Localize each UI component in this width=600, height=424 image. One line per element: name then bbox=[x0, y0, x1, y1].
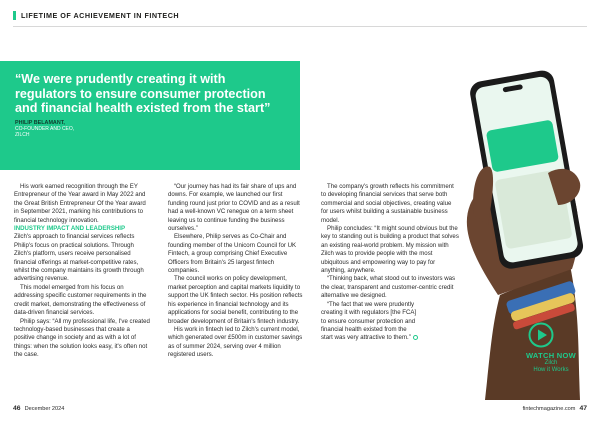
site-name: fintechmagazine.com bbox=[522, 406, 576, 412]
pull-quote-text: “We were prudently creating it with regulators to ensure consumer protection and financial health existed from the start” bbox=[15, 72, 271, 116]
quote-role-line2: ZILCH bbox=[15, 132, 30, 139]
subheading: INDUSTRY IMPACT AND LEADERSHIP bbox=[14, 225, 126, 233]
issue-date: December 2024 bbox=[24, 406, 65, 412]
footer-right bbox=[523, 405, 587, 412]
watch-now-title: WATCH NOW bbox=[525, 351, 577, 360]
section-title: LIFETIME OF ACHIEVEMENT IN FINTECH bbox=[21, 11, 180, 20]
watch-now-link[interactable] bbox=[516, 351, 586, 375]
end-mark-icon bbox=[413, 335, 418, 340]
paragraph: Philip concludes: “It might sound obvious but the key to standing out is building a product that solves an existing real-world problem. My mission with Zilch was to provide people with the most ubiquitous and empowering way to pay for anything, anywhere. bbox=[321, 225, 459, 275]
paragraph: Elsewhere, Philip serves as Co-Chair and founding member of the Unicorn Council for UK Fintech, a group comprising Chief Executive Officers from Britain's 25 largest fintech companies. bbox=[168, 233, 297, 275]
page-number-right: 47 bbox=[579, 405, 587, 412]
paragraph: This model emerged from his focus on addressing specific customer requirements in the credit market, demonstrating the effectiveness of data-driven financial services. bbox=[14, 283, 147, 317]
final-paragraph-text: “The fact that we were prudently creating it with regulators [the FCA] to ensure consumer protection and financial health existed from the start was very attractive to them.” bbox=[321, 300, 417, 342]
watch-now-line2: How it Works bbox=[533, 367, 569, 374]
paragraph: His work in fintech led to Zilch's current model, which generated over £500m in customer savings as of summer 2024, serving over 4 million registered users. bbox=[168, 325, 303, 359]
hand-holding-phone-image bbox=[430, 55, 600, 400]
article-column-2 bbox=[168, 183, 304, 360]
paragraph: “Our journey has had its fair share of ups and downs. For example, we launched our first funding round just prior to COVID and as a result had a well-known VC renegue on a term sheet leaving us to continue funding the business ourselves.” bbox=[168, 183, 300, 233]
paragraph: Philip says: “All my professional life, I've created technology-based businesses that create a positive change in society and as with a lot of things: when the solution looks easy, it's often not the case. bbox=[14, 317, 150, 359]
watch-now-line1: Zilch bbox=[544, 360, 558, 366]
page-number-left: 46 bbox=[13, 405, 21, 412]
header-accent-bar bbox=[13, 11, 16, 20]
paragraph bbox=[321, 301, 419, 343]
quote-role-line1: CO-FOUNDER AND CEO, bbox=[15, 126, 75, 133]
paragraph: “Thinking back, what stood out to investors was the clear, transparent and customer-centric credit alternative we designed. bbox=[321, 275, 456, 300]
quote-author: PHILIP BELAMANT, bbox=[15, 119, 65, 126]
paragraph: The company's growth reflects his commitment to developing financial services that serve both commercial and social objectives, creating value for users whilst building a sustainable business model. bbox=[321, 183, 454, 224]
footer-left bbox=[13, 405, 64, 412]
paragraph: The council works on policy development, market perception and capital markets liquidity to support the UK fintech sector. His position reflects his experience in financial technology and its applications for social benefit, contributing to the broader development of Britain's fintech industry. bbox=[168, 275, 303, 325]
article-column-1 bbox=[14, 183, 150, 360]
section-header bbox=[13, 11, 179, 20]
play-icon[interactable] bbox=[528, 322, 554, 348]
paragraph: His work earned recognition through the EY Entrepreneur of the Year award in May 2022 and the Great British Entrepreneur Of the Year award in September 2021, marking his contributions to financial technology innovation. bbox=[14, 183, 146, 224]
pull-quote-box bbox=[0, 61, 300, 170]
header-divider bbox=[13, 26, 587, 27]
paragraph: Zilch's approach to financial services reflects Philip's focus on practical solutions. Through Zilch's platform, users receive personalised financial offerings at market-competitive rates, whilst the company maintains its growth through advertising revenue. bbox=[14, 233, 144, 283]
